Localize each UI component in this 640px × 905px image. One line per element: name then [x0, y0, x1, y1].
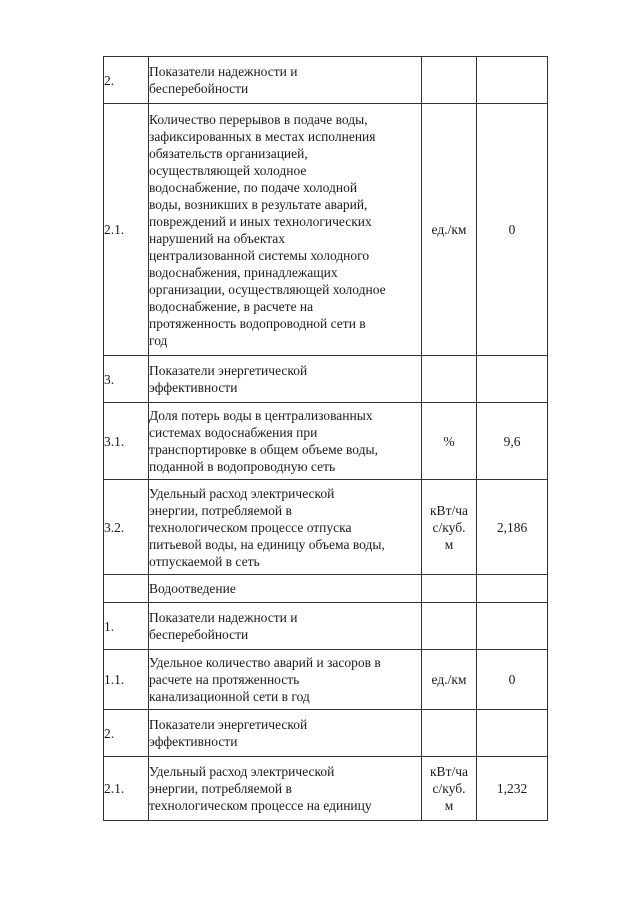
table-row: [104, 710, 548, 757]
row-number: 3.2.: [104, 480, 149, 575]
row-number: 2.1.: [104, 104, 149, 356]
row-number: 2.: [104, 710, 149, 757]
row-description: Удельный расход электрической энергии, потребляемой в технологическом процессе отпуска питьевой воды, на единицу объема воды, отпускаемой в сеть: [149, 480, 422, 575]
section-unit-cell: [422, 575, 477, 603]
table-row: [104, 650, 548, 710]
row-unit: ед./км: [422, 650, 477, 710]
row-number: 1.1.: [104, 650, 149, 710]
row-value: 0: [477, 650, 548, 710]
table-row: [104, 603, 548, 650]
section-number-cell: [104, 575, 149, 603]
row-unit: [422, 710, 477, 757]
table-row: [104, 403, 548, 480]
row-number: 3.1.: [104, 403, 149, 480]
indicators-table: [103, 56, 548, 821]
table-row: [104, 480, 548, 575]
row-value: [477, 57, 548, 104]
row-value: 2,186: [477, 480, 548, 575]
row-value: 9,6: [477, 403, 548, 480]
row-description: Показатели энергетической эффективности: [149, 710, 422, 757]
row-unit: [422, 57, 477, 104]
table-row: [104, 757, 548, 821]
section-title: Водоотведение: [149, 575, 422, 603]
row-number: 2.: [104, 57, 149, 104]
row-description: Удельный расход электрической энергии, потребляемой в технологическом процессе на единицу: [149, 757, 422, 821]
row-description: Удельное количество аварий и засоров в расчете на протяженность канализационной сети в год: [149, 650, 422, 710]
row-unit: %: [422, 403, 477, 480]
row-description: Количество перерывов в подаче воды, зафиксированных в местах исполнения обязательств организацией, осуществляющей холодное водоснабжение, по подаче холодной воды, возникших в результате аварий, повреждений и иных технологических нарушений на объектах централизованной системы холодного водоснабжения, принадлежащих организации, осуществляющей холодное водоснабжение, в расчете на протяженность водопроводной сети в год: [149, 104, 422, 356]
row-number: 1.: [104, 603, 149, 650]
row-value: [477, 356, 548, 403]
row-unit: [422, 356, 477, 403]
row-unit: кВт/ча с/куб. м: [422, 757, 477, 821]
row-number: 2.1.: [104, 757, 149, 821]
row-description: Показатели надежности и бесперебойности: [149, 57, 422, 104]
row-unit: ед./км: [422, 104, 477, 356]
row-value: [477, 603, 548, 650]
row-value: 0: [477, 104, 548, 356]
row-unit: кВт/ча с/куб. м: [422, 480, 477, 575]
row-description: Доля потерь воды в централизованных системах водоснабжения при транспортировке в общем объеме воды, поданной в водопроводную сеть: [149, 403, 422, 480]
row-description: Показатели надежности и бесперебойности: [149, 603, 422, 650]
table-row: [104, 104, 548, 356]
row-number: 3.: [104, 356, 149, 403]
row-description: Показатели энергетической эффективности: [149, 356, 422, 403]
table-row: [104, 356, 548, 403]
section-row: [104, 575, 548, 603]
row-value: [477, 710, 548, 757]
row-unit: [422, 603, 477, 650]
row-value: 1,232: [477, 757, 548, 821]
table-row: [104, 57, 548, 104]
section-value-cell: [477, 575, 548, 603]
